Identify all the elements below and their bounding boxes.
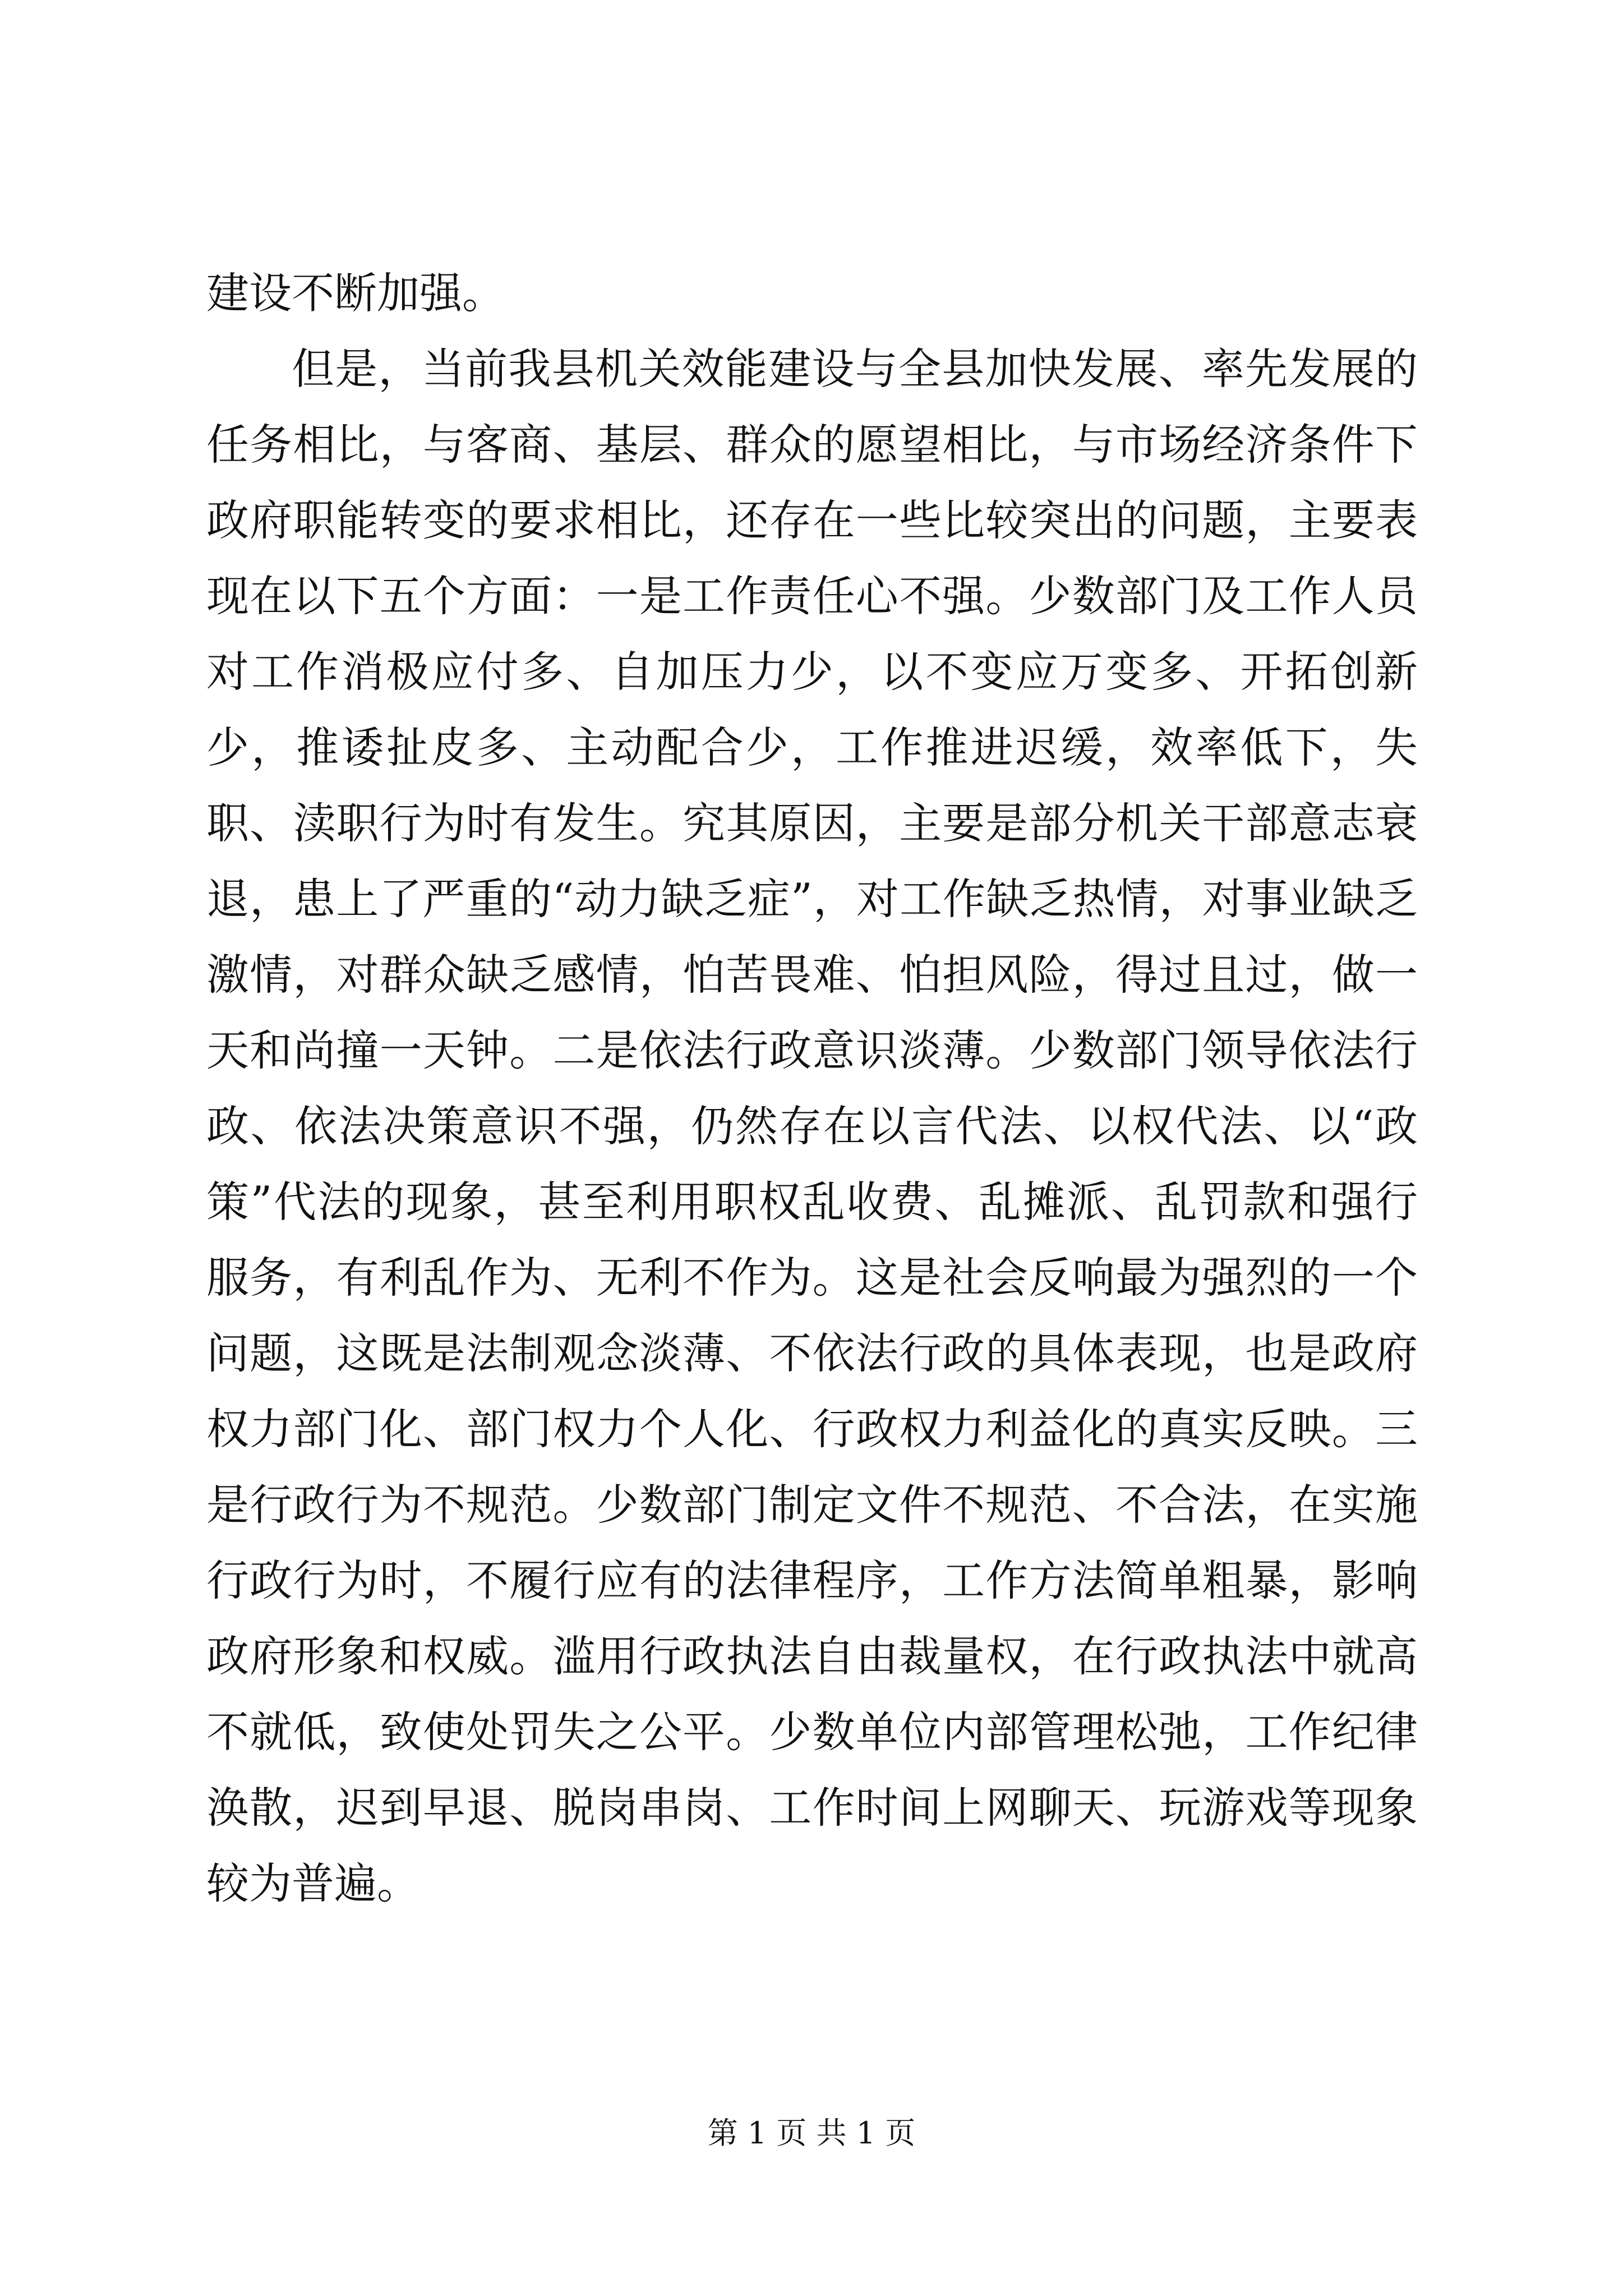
document-body [206,255,1418,1921]
page-footer: 第 1 页 共 1 页 [707,2115,916,2151]
paragraph-continuation: 建设不断加强。 [206,268,505,318]
paragraph-main: 但是，当前我县机关效能建设与全县加快发展、率先发展的任务相比，与客商、基层、群众的愿望相比，与市场经济条件下政府职能转变的要求相比，还存在一些比较突出的问题，主要表现在以下五个方面：一是工作责任心不强。少数部门及工作人员对工作消极应付多、自加压力少，以不变应万变多、开拓创新少，推诿扯皮多、主动配合少，工作推进迟缓，效率低下，失职、渎职行为时有发生。究其原因，主要是部分机关干部意志衰退，患上了严重的“动力缺乏症”，对工作缺乏热情，对事业缺乏激情，对群众缺乏感情，怕苦畏难、怕担风险，得过且过，做一天和尚撞一天钟。二是依法行政意识淡薄。少数部门领导依法行政、依法决策意识不强，仍然存在以言代法、以权代法、以“政策”代法的现象，甚至利用职权乱收费、乱摊派、乱罚款和强行服务，有利乱作为、无利不作为。这是社会反响最为强烈的一个问题，这既是法制观念淡薄、不依法行政的具体表现，也是政府权力部门化、部门权力个人化、行政权力利益化的真实反映。三是行政行为不规范。少数部门制定文件不规范、不合法，在实施行政行为时，不履行应有的法律程序，工作方法简单粗暴，影响政府形象和权威。滥用行政执法自由裁量权，在行政执法中就高不就低，致使处罚失之公平。少数单位内部管理松弛，工作纪律涣散，迟到早退、脱岗串岗、工作时间上网聊天、玩游戏等现象较为普遍。 [206,344,1418,1908]
